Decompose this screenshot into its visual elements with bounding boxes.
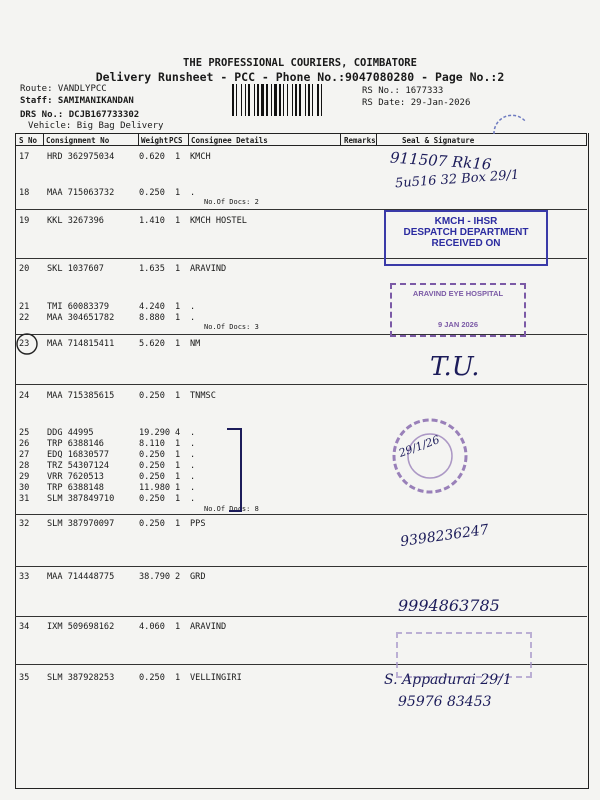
handwritten-signature: 9994863785 <box>398 596 500 615</box>
table-row: 27 EDQ 16830577 0.250 1 . <box>19 450 196 460</box>
rs-date: RS Date: 29-Jan-2026 <box>362 98 471 108</box>
round-seal-stamp <box>380 410 480 500</box>
drs-label: DRS No.: DCJB167733302 <box>20 110 140 120</box>
col-weight: Weight <box>141 136 169 145</box>
table-row: 17 HRD 362975034 0.620 1 KMCH <box>19 152 211 162</box>
table-row: 30 TRP 6388148 11.980 1 . <box>19 483 196 493</box>
staff-label: Staff: SAMIMANIKANDAN <box>20 96 134 106</box>
handwritten-signature: 911507 Rk16 <box>389 148 493 174</box>
round-seal-stamp <box>490 112 530 142</box>
company-title: THE PROFESSIONAL COURIERS, COIMBATORE <box>183 57 417 69</box>
table-row: 31 SLM 387849710 0.250 1 . <box>19 494 196 504</box>
route-label: Route: VANDLYPCC <box>20 84 107 94</box>
docs-note: No.Of Docs: 2 <box>204 198 259 206</box>
table-row: 28 TRZ 54307124 0.250 1 . <box>19 461 196 471</box>
table-row: 34 IXM 509698162 4.060 1 ARAVIND <box>19 622 227 632</box>
table-row: 25 DDG 44995 19.290 4 . <box>19 428 196 438</box>
vehicle-label: Vehicle: Big Bag Delivery <box>28 121 164 131</box>
table-row: 18 MAA 715063732 0.250 1 . <box>19 188 196 198</box>
handwritten-signature: 29/1/26 <box>397 433 442 460</box>
table-row: 29 VRR 7620513 0.250 1 . <box>19 472 196 482</box>
table-row: 23 MAA 714815411 5.620 1 NM <box>19 339 201 349</box>
docs-note: No.Of Docs: 8 <box>204 505 259 513</box>
bracket-mark <box>225 425 255 515</box>
runsheet-subtitle: Delivery Runsheet - PCC - Phone No.:9047080280 - Page No.:2 <box>95 70 505 84</box>
docs-note: No.Of Docs: 3 <box>204 323 259 331</box>
handwritten-signature: 95976 83453 <box>398 694 492 710</box>
table-row: 26 TRP 6388146 8.110 1 . <box>19 439 196 449</box>
table-row: 22 MAA 304651782 8.880 1 . <box>19 313 196 323</box>
aravind-stamp: ARAVIND EYE HOSPITAL 9 JAN 2026 <box>390 283 526 337</box>
table-row: 20 SKL 1037607 1.635 1 ARAVIND <box>19 264 227 274</box>
table-row: 32 SLM 387970097 0.250 1 PPS <box>19 519 206 529</box>
col-sno: S No <box>19 136 38 145</box>
handwritten-signature: 9398236247 <box>399 521 490 551</box>
col-seal: Seal & Signature <box>402 136 475 145</box>
handwritten-signature: 5u516 32 Box 29/1 <box>394 167 520 192</box>
handwritten-signature: S. Appadurai 29/1 <box>384 672 512 688</box>
table-row: 35 SLM 387928253 0.250 1 VELLINGIRI <box>19 673 242 683</box>
col-consignee: Consignee Details <box>191 136 268 145</box>
handwritten-signature: T.U. <box>430 352 480 382</box>
col-pcs: PCS <box>169 136 183 145</box>
table-row: 21 TMI 60083379 4.240 1 . <box>19 302 196 312</box>
col-remarks: Remarks <box>344 136 376 145</box>
table-row: 24 MAA 715385615 0.250 1 TNMSC <box>19 391 216 401</box>
kmch-dispatch-stamp: KMCH - IHSR DESPATCH DEPARTMENT RECEIVED ON <box>384 210 548 266</box>
table-row: 19 KKL 3267396 1.410 1 KMCH HOSTEL <box>19 216 247 226</box>
barcode <box>232 84 358 116</box>
rs-number: RS No.: 1677333 <box>362 86 444 96</box>
col-consignment: Consignment No <box>46 136 110 145</box>
table-row: 33 MAA 714448775 38.790 2 GRD <box>19 572 206 582</box>
